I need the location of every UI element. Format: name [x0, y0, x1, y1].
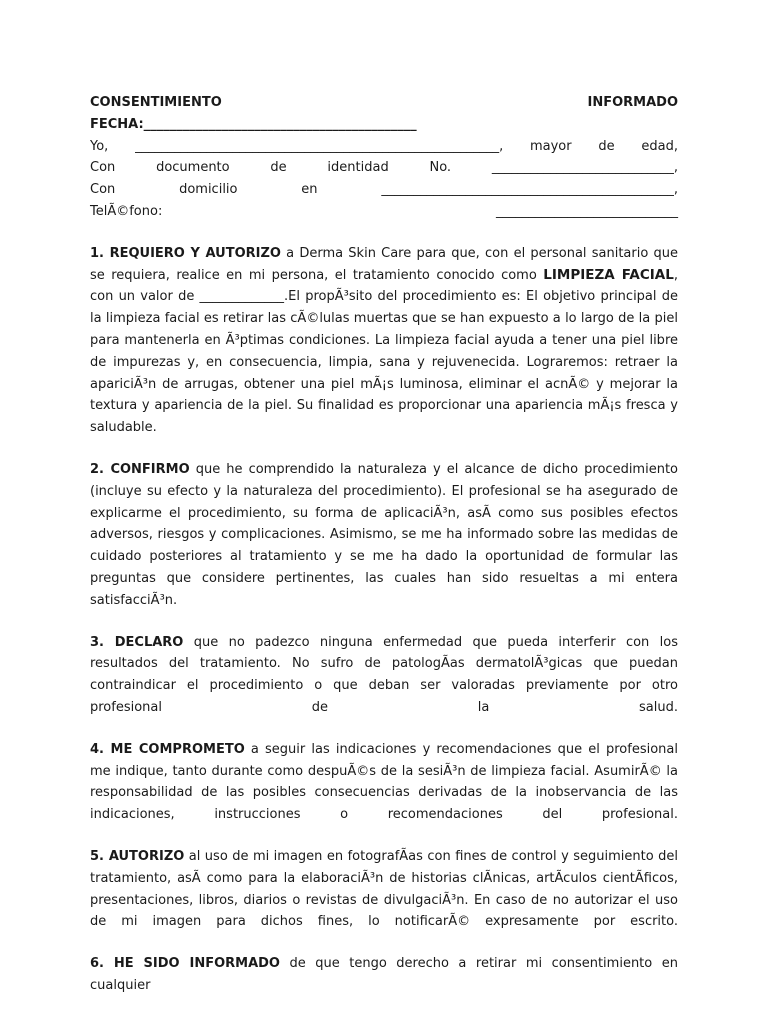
section-6	[90, 953, 678, 997]
section-lead: 5. AUTORIZO	[90, 848, 185, 864]
consent-document	[90, 92, 678, 1017]
section-text: a Derma Skin Care para que, con el personal sanitario que se requiera, realice en mi persona, el tratamiento conocido como	[90, 245, 679, 283]
section-lead: 3. DECLARO	[90, 634, 184, 650]
section-lead: 2. CONFIRMO	[90, 461, 190, 477]
title-right: INFORMADO	[587, 95, 678, 110]
word: documento	[156, 160, 230, 176]
word: edad,	[641, 138, 678, 154]
word: Con	[90, 182, 116, 198]
section-2	[90, 459, 678, 612]
document-title	[90, 92, 678, 114]
section-lead: 1. REQUIERO Y AUTORIZO	[90, 245, 281, 261]
word: domicilio	[179, 182, 238, 198]
word: Yo,	[90, 138, 109, 154]
spacer	[90, 223, 678, 243]
word: de	[270, 160, 287, 176]
address-blank: _____________________________________________,	[381, 182, 678, 198]
section-text: al uso de mi imagen en fotografÃas con fines de control y seguimiento del tratamiento, asÃ como para la elaboraciÃ³n de historias clÃnicas, artÃculos cientÃficos, presentaciones, libros, diarios o revistas de divulgaciÃ³n. En caso de no autorizar el uso de mi imagen para dichos fines, lo notificarÃ© expresamente por escrito.	[90, 848, 678, 930]
word: Con	[90, 160, 116, 176]
section-text: de que tengo derecho a retirar mi consentimiento en cualquier	[90, 956, 678, 993]
word: de	[598, 138, 615, 154]
section-text: que no padezco ninguna enfermedad que pueda interferir con los resultados del tratamiento. No sufro de patologÃas dermatolÃ³gicas que puedan contraindicar el procedimiento o que deban ser valoradas previamente por otro profesional de la salud.	[90, 634, 678, 715]
word: TelÃ©fono:	[90, 203, 163, 219]
section-text: que he comprendido la naturaleza y el alcance de dicho procedimiento (incluye su efecto y la naturaleza del procedimiento). El profesional se ha asegurado de explicarme el procedimiento, su forma de aplicaciÃ³n, asÃ como sus posibles efectos adversos, riesgos y complicaciones. Asimismo, se me ha informado sobre las medidas de cuidado posteriores al tratamiento y se me ha dado la oportunidad de formular las preguntas que considere pertinentes, las cuales han sido resueltas a mi entera satisfacciÃ³n.	[90, 461, 678, 608]
personal-line-1	[90, 136, 678, 158]
title-left: CONSENTIMIENTO	[90, 95, 222, 110]
word: en	[301, 182, 318, 198]
section-emphasis: LIMPIEZA FACIAL	[543, 266, 674, 283]
section-5	[90, 846, 678, 933]
section-4	[90, 739, 678, 826]
personal-line-3	[90, 179, 678, 201]
personal-line-4	[90, 201, 678, 223]
fecha-line: FECHA:__________________________________________	[90, 116, 417, 132]
name-blank: ________________________________________________________,	[135, 138, 504, 154]
section-1	[90, 243, 678, 439]
phone-blank: ____________________________	[496, 203, 678, 219]
section-lead: 6. HE SIDO INFORMADO	[90, 956, 280, 972]
section-lead: 4. ME COMPROMETO	[90, 741, 245, 757]
word: No.	[429, 160, 452, 176]
word: mayor	[529, 138, 572, 154]
word: identidad	[327, 160, 389, 176]
section-3	[90, 632, 678, 719]
section-text: a seguir las indicaciones y recomendaciones que el profesional me indique, tanto durante como despuÃ©s de la sesiÃ³n de limpieza facial. AsumirÃ© la responsabilidad de las posibles consecuencias derivadas de la inobservancia de las indicaciones, instrucciones o recomendaciones del profesional.	[90, 741, 678, 823]
personal-line-2	[90, 157, 678, 179]
section-text: , con un valor de _____________.El propÃ³sito del procedimiento es: El objetivo principal de la limpieza facial es retirar las cÃ©lulas muertas que se han expuesto a lo largo de la piel para mantenerla en Ã³ptimas condiciones. La limpieza facial ayuda a tener una piel libre de impurezas y, en consecuencia, limpia, sana y rejuvenecida. Lograremos: retraer la apariciÃ³n de arrugas, obtener una piel mÃ¡s luminosa, eliminar el acnÃ© y mejorar la textura y apariencia de la piel. Su finalidad es proporcionar una apariencia mÃ¡s fresca y saludable.	[90, 267, 678, 436]
id-blank: ____________________________,	[491, 160, 678, 176]
